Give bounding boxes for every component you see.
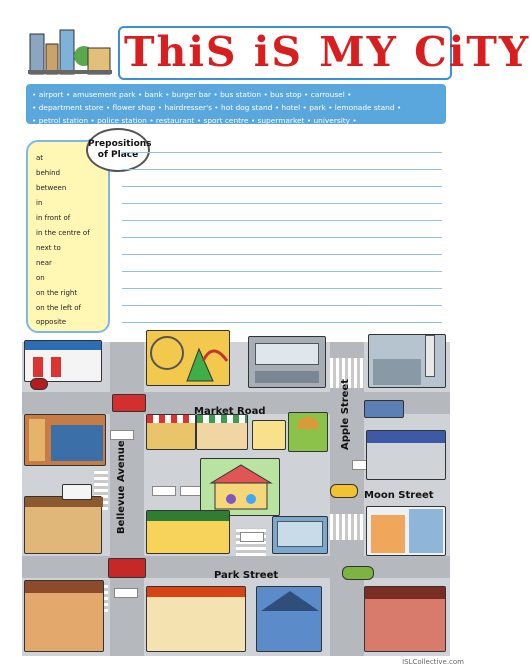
writing-line[interactable] xyxy=(122,169,442,170)
bank[interactable] xyxy=(364,586,446,652)
vocabulary-box xyxy=(26,84,446,124)
petrol-station[interactable] xyxy=(24,340,102,382)
preposition-item: on the left of xyxy=(36,304,81,312)
hairdressers[interactable] xyxy=(256,586,322,652)
preposition-item: behind xyxy=(36,169,61,177)
street-label-bellevue-avenue: Bellevue Avenue xyxy=(116,440,127,534)
preposition-item: in the centre of xyxy=(36,229,90,237)
truck-icon xyxy=(112,394,146,412)
police-station[interactable] xyxy=(366,430,446,480)
street-label-market-road: Market Road xyxy=(194,406,266,417)
preposition-item: at xyxy=(36,154,44,162)
preposition-item: next to xyxy=(36,244,61,252)
preposition-item: near xyxy=(36,259,52,267)
crosswalk xyxy=(330,514,364,540)
page-title: ThiS iS MY CiTY xyxy=(124,28,530,76)
sport-centre[interactable] xyxy=(146,586,246,652)
preposition-item: between xyxy=(36,184,67,192)
vocab-line: • department store • flower shop • hairdresser's • hot dog stand • hotel • park • lemonade stand • xyxy=(32,103,402,112)
bus-stop[interactable] xyxy=(272,516,328,554)
street-label-park-street: Park Street xyxy=(214,570,279,581)
university[interactable] xyxy=(24,496,102,554)
answer-slot[interactable] xyxy=(240,532,264,542)
writing-line[interactable] xyxy=(122,152,442,153)
lemonade-stand[interactable] xyxy=(252,420,286,450)
city-skyline-icon xyxy=(28,28,112,74)
writing-line[interactable] xyxy=(122,186,442,187)
writing-line[interactable] xyxy=(122,203,442,204)
bus-station[interactable] xyxy=(248,336,326,388)
vocab-line: • airport • amusement park • bank • burger bar • bus station • bus stop • carrousel • xyxy=(32,90,352,99)
bus-icon xyxy=(364,400,404,418)
writing-line[interactable] xyxy=(122,237,442,238)
writing-line[interactable] xyxy=(122,288,442,289)
vocab-line: • petrol station • police station • restaurant • sport centre • supermarket • university • xyxy=(32,116,357,125)
prepositions-heading: Prepositions of Place xyxy=(86,128,150,172)
preposition-item: on xyxy=(36,274,45,282)
preposition-item: on the right xyxy=(36,289,78,297)
street-label-apple-street: Apple Street xyxy=(340,378,351,450)
amusement-park[interactable] xyxy=(146,330,230,386)
department-store[interactable] xyxy=(366,506,446,556)
writing-line[interactable] xyxy=(122,322,442,323)
street-label-moon-street: Moon Street xyxy=(364,490,434,501)
answer-slot[interactable] xyxy=(110,430,134,440)
park[interactable] xyxy=(200,458,280,516)
watermark: ISLCollective.com xyxy=(402,658,464,666)
writing-line[interactable] xyxy=(122,305,442,306)
writing-line[interactable] xyxy=(122,271,442,272)
answer-slot[interactable] xyxy=(114,588,138,598)
preposition-item: in front of xyxy=(36,214,71,222)
double-decker-bus-icon xyxy=(108,558,146,578)
restaurant[interactable] xyxy=(146,510,230,554)
hot-dog-stand[interactable] xyxy=(146,414,196,450)
car-icon xyxy=(342,566,374,580)
writing-line[interactable] xyxy=(122,254,442,255)
answer-slot[interactable] xyxy=(152,486,176,496)
supermarket[interactable] xyxy=(24,580,104,652)
preposition-item: opposite xyxy=(36,318,67,326)
writing-line[interactable] xyxy=(122,220,442,221)
taxi-icon xyxy=(330,484,358,498)
preposition-item: in xyxy=(36,199,43,207)
airport[interactable] xyxy=(368,334,446,388)
motorbike-icon xyxy=(30,378,48,390)
hotel[interactable] xyxy=(24,414,106,466)
van-icon xyxy=(62,484,92,500)
burger-bar[interactable] xyxy=(288,412,328,452)
flower-shop[interactable] xyxy=(196,414,248,450)
